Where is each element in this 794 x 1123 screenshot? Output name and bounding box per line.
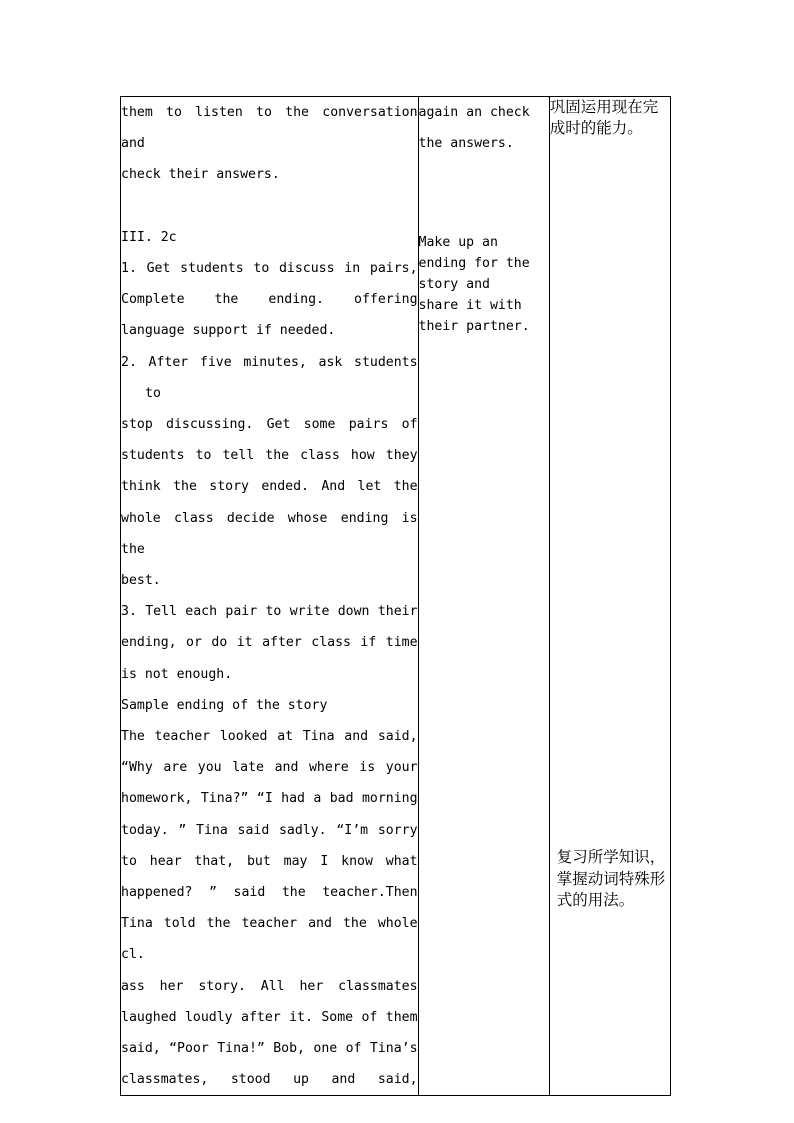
text-line: 3. Tell each pair to write down their: [121, 604, 418, 620]
student-task: [419, 232, 549, 337]
text-line: ending for the: [418, 256, 530, 272]
text-line: laughed loudly after it. Some of them: [121, 1009, 418, 1025]
student-activity-top: [419, 97, 549, 159]
design-note: 复习所学知识，掌握动词特殊形式的用法。: [556, 848, 666, 909]
text-line: said, “Poor Tina!” Bob, one of Tina’s: [121, 1041, 418, 1057]
text-line: Make up an: [418, 235, 498, 251]
table-row: [121, 97, 671, 1096]
text-line: again an check: [418, 105, 530, 120]
text-line: their partner.: [418, 319, 530, 335]
text-line: Complete the ending. offering: [121, 292, 418, 308]
text-line: 1. Get students to discuss in pairs,: [121, 261, 418, 276]
text-line: is not enough.: [121, 666, 233, 682]
text-line: story and: [418, 277, 490, 293]
design-intent-cell: [549, 97, 670, 1096]
text-line: check their answers.: [121, 167, 280, 183]
text-line: whole class decide whose ending is the: [121, 510, 418, 557]
text-line: them to listen to the conversation and: [121, 105, 418, 152]
text-line: think the story ended. And let the: [121, 479, 418, 495]
text-line: Sample ending of the story: [121, 697, 328, 713]
text-line: The teacher looked at Tina and said,: [121, 729, 418, 745]
section-heading: III. 2c: [121, 229, 177, 245]
text-line: stop discussing. Get some pairs of: [121, 417, 418, 433]
text-line: today. ” Tina said sadly. “I’m sorry: [121, 822, 418, 838]
text-line: best.: [121, 573, 161, 589]
design-note: 巩固运用现在完成时的能力。: [549, 98, 659, 137]
teacher-activity-cell: [121, 97, 419, 1096]
text-line: to: [145, 385, 161, 401]
text-line: ending, or do it after class if time: [121, 635, 418, 651]
text-line: the answers.: [418, 136, 514, 152]
lesson-plan-table: [120, 96, 671, 1096]
blank-line: [121, 191, 418, 222]
text-line: classmates, stood up and said,: [121, 1072, 418, 1088]
text-line: “Why are you late and where is your: [121, 760, 418, 776]
text-line: 2. After five minutes, ask students: [121, 354, 418, 370]
text-line: to hear that, but may I know what: [121, 853, 418, 869]
text-line: share it with: [418, 298, 522, 314]
student-activity-cell: [418, 97, 549, 1096]
text-line: Tina told the teacher and the whole cl.: [121, 916, 418, 963]
text-line: happened? ” said the teacher.Then: [121, 885, 418, 901]
text-line: ass her story. All her classmates: [121, 978, 418, 994]
text-line: students to tell the class how they: [121, 448, 418, 464]
text-line: language support if needed.: [121, 323, 336, 339]
text-line: homework, Tina?” “I had a bad morning: [121, 791, 418, 807]
